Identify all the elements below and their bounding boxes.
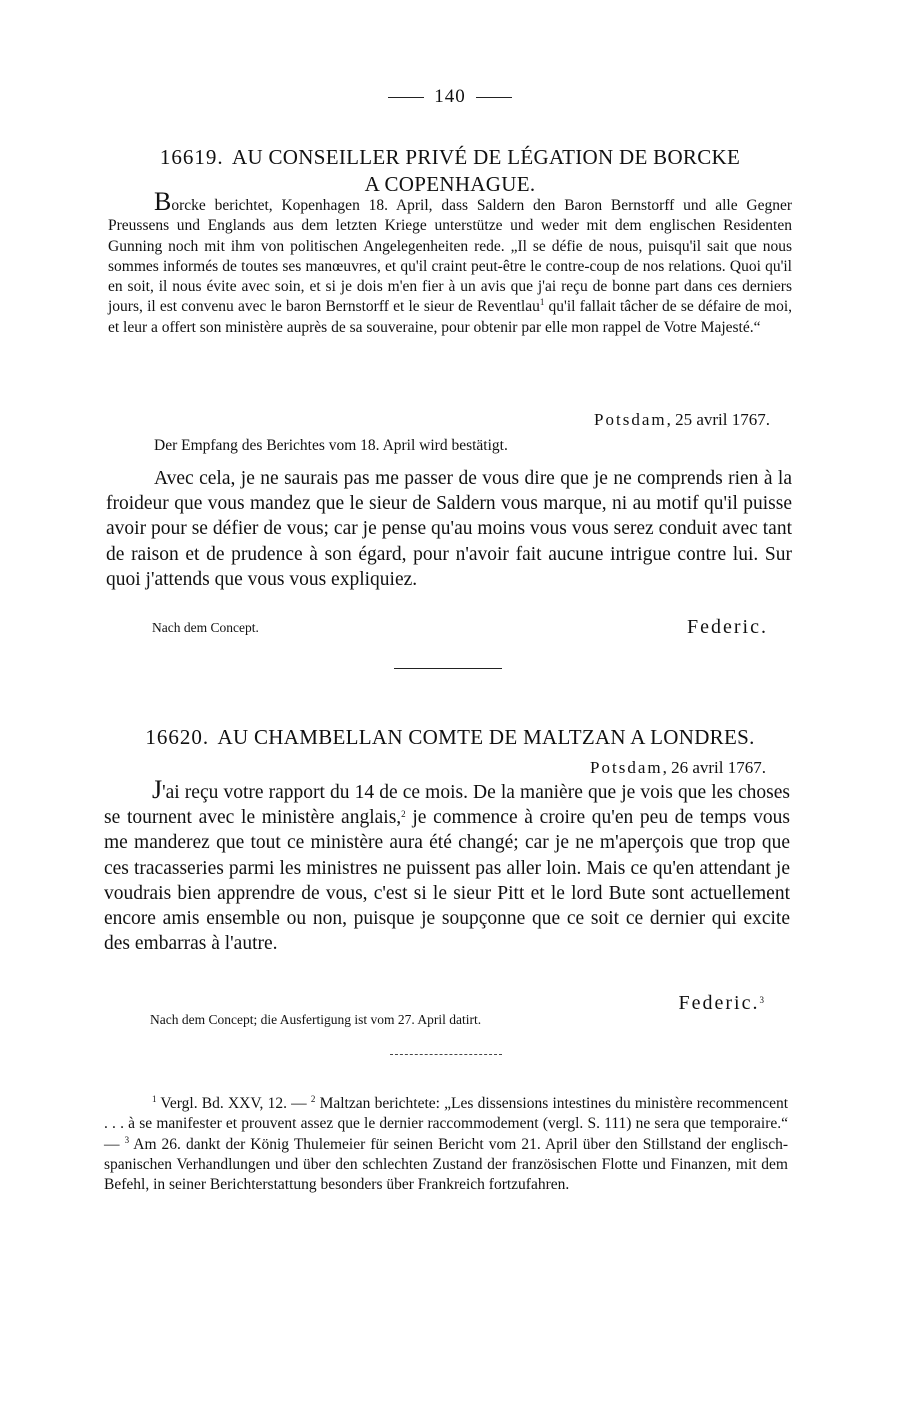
letter2-signature-text: Federic. xyxy=(678,992,760,1014)
page-number-dash-right xyxy=(476,97,512,98)
letter1-number: 16619. xyxy=(159,145,224,169)
letter1-signature: Federic. xyxy=(687,616,768,638)
page-number-value: 140 xyxy=(434,86,466,107)
letter1-source: Nach dem Concept. xyxy=(152,620,259,635)
letter2-heading xyxy=(104,724,796,751)
footnote-ref-1: 1 xyxy=(539,297,545,308)
footnote-2-text: Maltzan berichtete: „Les dissensions intestines du ministère recommencent . . . à se manifester et prouvent assez que le dernier raccommodement (vergl. S. 111) ne sera que temporaire.“ — xyxy=(104,1095,789,1153)
footnote-2-mark: 2 xyxy=(310,1094,316,1104)
letter2-dateline xyxy=(420,758,766,778)
letter1-summary xyxy=(108,187,792,338)
letter1-body-text: Avec cela, je ne saurais pas me passer de vous dire que je ne comprends rien à la froideur que vous mandez que le sieur de Saldern vous marque, ni au motif qu'il puisse avoir pour se défier de vous; car je pense qu'au moins vous vous serez conduit avec tant de raison et de prudence à son égard, pour n'avoir fait aucune intrigue contre lui. Sur quoi j'attends que vous vous expliquiez. xyxy=(106,468,792,590)
page-number-dash-left xyxy=(388,97,424,98)
footnote-3-mark: 3 xyxy=(124,1134,130,1145)
letter1-receipt: Der Empfang des Berichtes vom 18. April wird bestätigt. xyxy=(154,437,508,454)
letter2-title: AU CHAMBELLAN COMTE DE MALTZAN A LONDRES. xyxy=(217,725,755,749)
letter2-signature xyxy=(560,992,766,1015)
letter1-title-line1: AU CONSEILLER PRIVÉ DE LÉGATION DE BORCKE xyxy=(232,145,741,169)
letter2-place: Potsdam xyxy=(590,758,663,777)
letter1-summary-text: orcke berichtet, Kopenhagen 18. April, dass Saldern den Baron Bernstorff und alle Gegner Preussens und Englands aus dem letzten Kriege unterstütze und weder mit dem englischen Residenten Gunning noch mit ihm von politischen Angelegenheiten rede. „Il se défie de nous, puisqu'il sait que nous sommes informés de toutes ses manœuvres, et qu'il craint peut-être le contre-coup de nos relations. Quoi qu'il en soit, il nous évite avec soin, et si je dois m'en fier à un avis que j'ai reçu de bonne part dans ces derniers jours, il est convenu avec le baron Bernstorff et le sieur de Reventlau xyxy=(108,197,792,316)
footnote-ref-2: 2 xyxy=(401,809,406,820)
letter2-number: 16620. xyxy=(145,725,210,749)
letter1-date: , 25 avril 1767. xyxy=(666,410,770,429)
footnote-ref-3: 3 xyxy=(759,995,766,1005)
letter1-heading xyxy=(100,144,800,198)
footnote-3-text: Am 26. dankt der König Thulemeier für seinen Bericht vom 21. April über den Stillstand der englisch-spanischen Verhandlungen und über den schlechten Zustand der französischen Flotte und Finanzen, mit dem Befehl, in seiner Berichterstattung besonders über Frankreich fortzufahren. xyxy=(104,1135,789,1194)
letter1-summary-end: qu'il fallait tâcher de se défaire de moi, et leur a offert son ministère auprès de sa souveraine, pour obtenir par elle mon rappel de Votre Majesté.“ xyxy=(108,298,792,336)
letter1-title-line2: A COPENHAGUE. xyxy=(364,172,536,196)
letter2-body-initial: J xyxy=(152,775,163,804)
separator-rule xyxy=(394,668,502,669)
footnote-separator xyxy=(390,1054,502,1055)
letter1-heading-line1 xyxy=(100,144,800,171)
page-number xyxy=(0,86,900,108)
footnotes xyxy=(104,1094,788,1195)
letter1-body xyxy=(106,466,792,592)
letter2-body-part1: 'ai reçu votre rapport du 14 de ce mois. De la manière que je vois que les choses se tournent avec le ministère anglais, xyxy=(104,782,790,829)
letter2-body-part2: je commence à croire qu'en peu de temps vous me manderez que tout ce ministère aura été changé; car je ne m'aperçois que trop que ces tracasseries parmi les ministres ne puissent pas aller loin. Mais ce qu'en attendant je voudrais bien apprendre de vous, c'est si le sieur Pitt et le lord Bute sont actuellement encore amis ensemble ou non, puisque je soupçonne que ce soit ce dernier qui excite des embarras à l'autre. xyxy=(104,807,790,955)
footnote-1-mark: 1 xyxy=(152,1094,157,1104)
letter1-place: Potsdam xyxy=(594,410,667,429)
footnote-1-text: Vergl. Bd. XXV, 12. — xyxy=(156,1095,311,1112)
letter2-date: , 26 avril 1767. xyxy=(662,758,766,777)
letter1-dateline xyxy=(420,410,770,430)
letter2-body xyxy=(104,775,790,956)
letter1-summary-initial: B xyxy=(154,187,172,216)
letter2-source: Nach dem Concept; die Ausfertigung ist vom 27. April datirt. xyxy=(150,1012,482,1027)
